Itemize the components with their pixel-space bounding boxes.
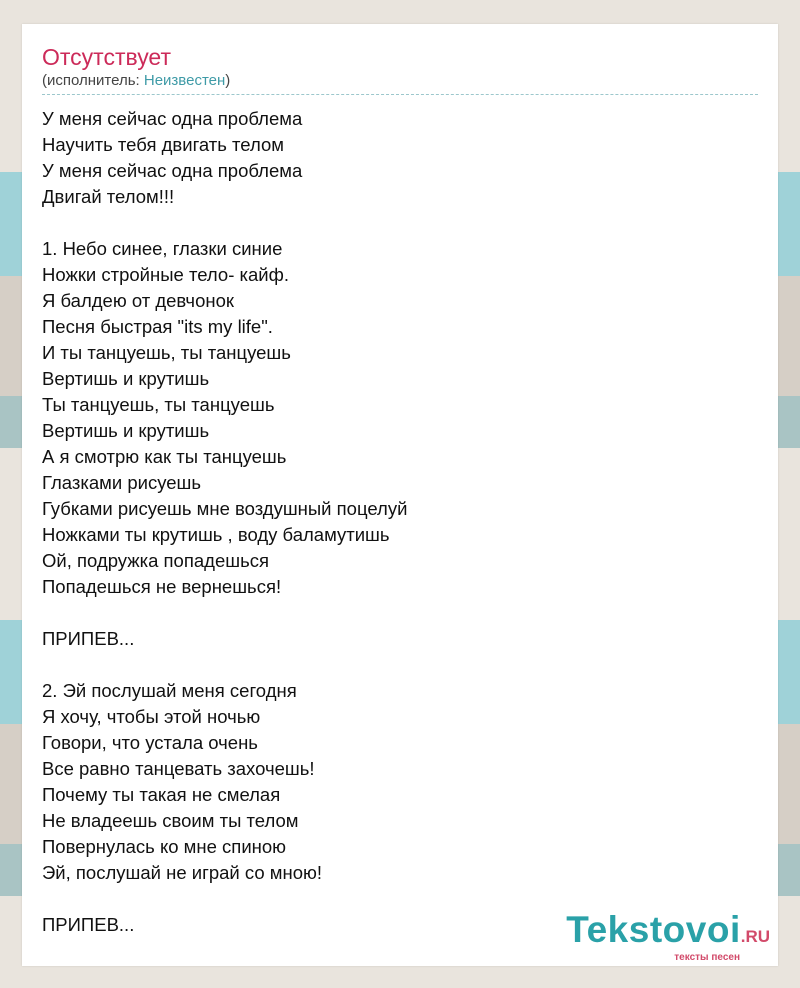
lyrics-blank-line <box>42 886 407 912</box>
lyrics-card <box>22 24 778 966</box>
lyrics-line: Говори, что устала очень <box>42 732 258 753</box>
artist-suffix: ) <box>225 72 231 89</box>
lyrics-blank-line <box>42 210 407 236</box>
lyrics-blank-line <box>42 652 407 678</box>
lyrics-line: Вертишь и крутишь <box>42 368 210 389</box>
lyrics-line: Повернулась ко мне спиною <box>42 836 287 857</box>
lyrics-line: ПРИПЕВ... <box>42 628 135 649</box>
lyrics-line: Ты танцуешь, ты танцуешь <box>42 394 275 415</box>
logo-name: Tekstovoi <box>566 909 741 950</box>
lyrics-line: А я смотрю как ты танцуешь <box>42 446 287 467</box>
lyrics-line: У меня сейчас одна проблема <box>42 160 303 181</box>
artist-link[interactable]: Неизвестен <box>143 72 226 89</box>
lyrics-line: Глазками рисуешь <box>42 472 202 493</box>
logo-domain: .RU <box>740 927 770 946</box>
lyrics-text <box>42 106 407 938</box>
lyrics-line: 2. Эй послушай меня сегодня <box>42 680 297 701</box>
lyrics-blank-line <box>42 600 407 626</box>
lyrics-line: Вертишь и крутишь <box>42 420 210 441</box>
lyrics-line: Эй, послушай не играй со мною! <box>42 862 323 883</box>
lyrics-line: Я балдею от девчонок <box>42 290 234 311</box>
lyrics-line: Двигай телом!!! <box>42 186 175 207</box>
artist-line <box>42 72 230 90</box>
lyrics-line: Научить тебя двигать телом <box>42 134 284 155</box>
lyrics-line: Губками рисуешь мне воздушный поцелуй <box>42 498 408 519</box>
lyrics-line: Ой, подружка попадешься <box>42 550 269 571</box>
lyrics-line: Ножки стройные тело- кайф. <box>42 264 289 285</box>
lyrics-line: У меня сейчас одна проблема <box>42 108 303 129</box>
logo-tagline: тексты песен <box>674 952 740 963</box>
lyrics-line: Я хочу, чтобы этой ночью <box>42 706 261 727</box>
lyrics-line: Попадешься не вернешься! <box>42 576 282 597</box>
lyrics-line: Почему ты такая не смелая <box>42 784 281 805</box>
lyrics-line: 1. Небо синее, глазки синие <box>42 238 283 259</box>
lyrics-line: И ты танцуешь, ты танцуешь <box>42 342 291 363</box>
lyrics-line: Все равно танцевать захочешь! <box>42 758 315 779</box>
lyrics-line: Песня быстрая "its my life". <box>42 316 273 337</box>
song-title: Отсутствует <box>42 44 171 70</box>
title-divider <box>42 94 758 95</box>
site-logo <box>566 911 770 964</box>
lyrics-line: ПРИПЕВ... <box>42 914 135 935</box>
artist-prefix: (исполнитель: <box>42 72 144 89</box>
lyrics-line: Ножками ты крутишь , воду баламутишь <box>42 524 390 545</box>
logo-wordmark <box>566 911 770 956</box>
lyrics-line: Не владеешь своим ты телом <box>42 810 299 831</box>
